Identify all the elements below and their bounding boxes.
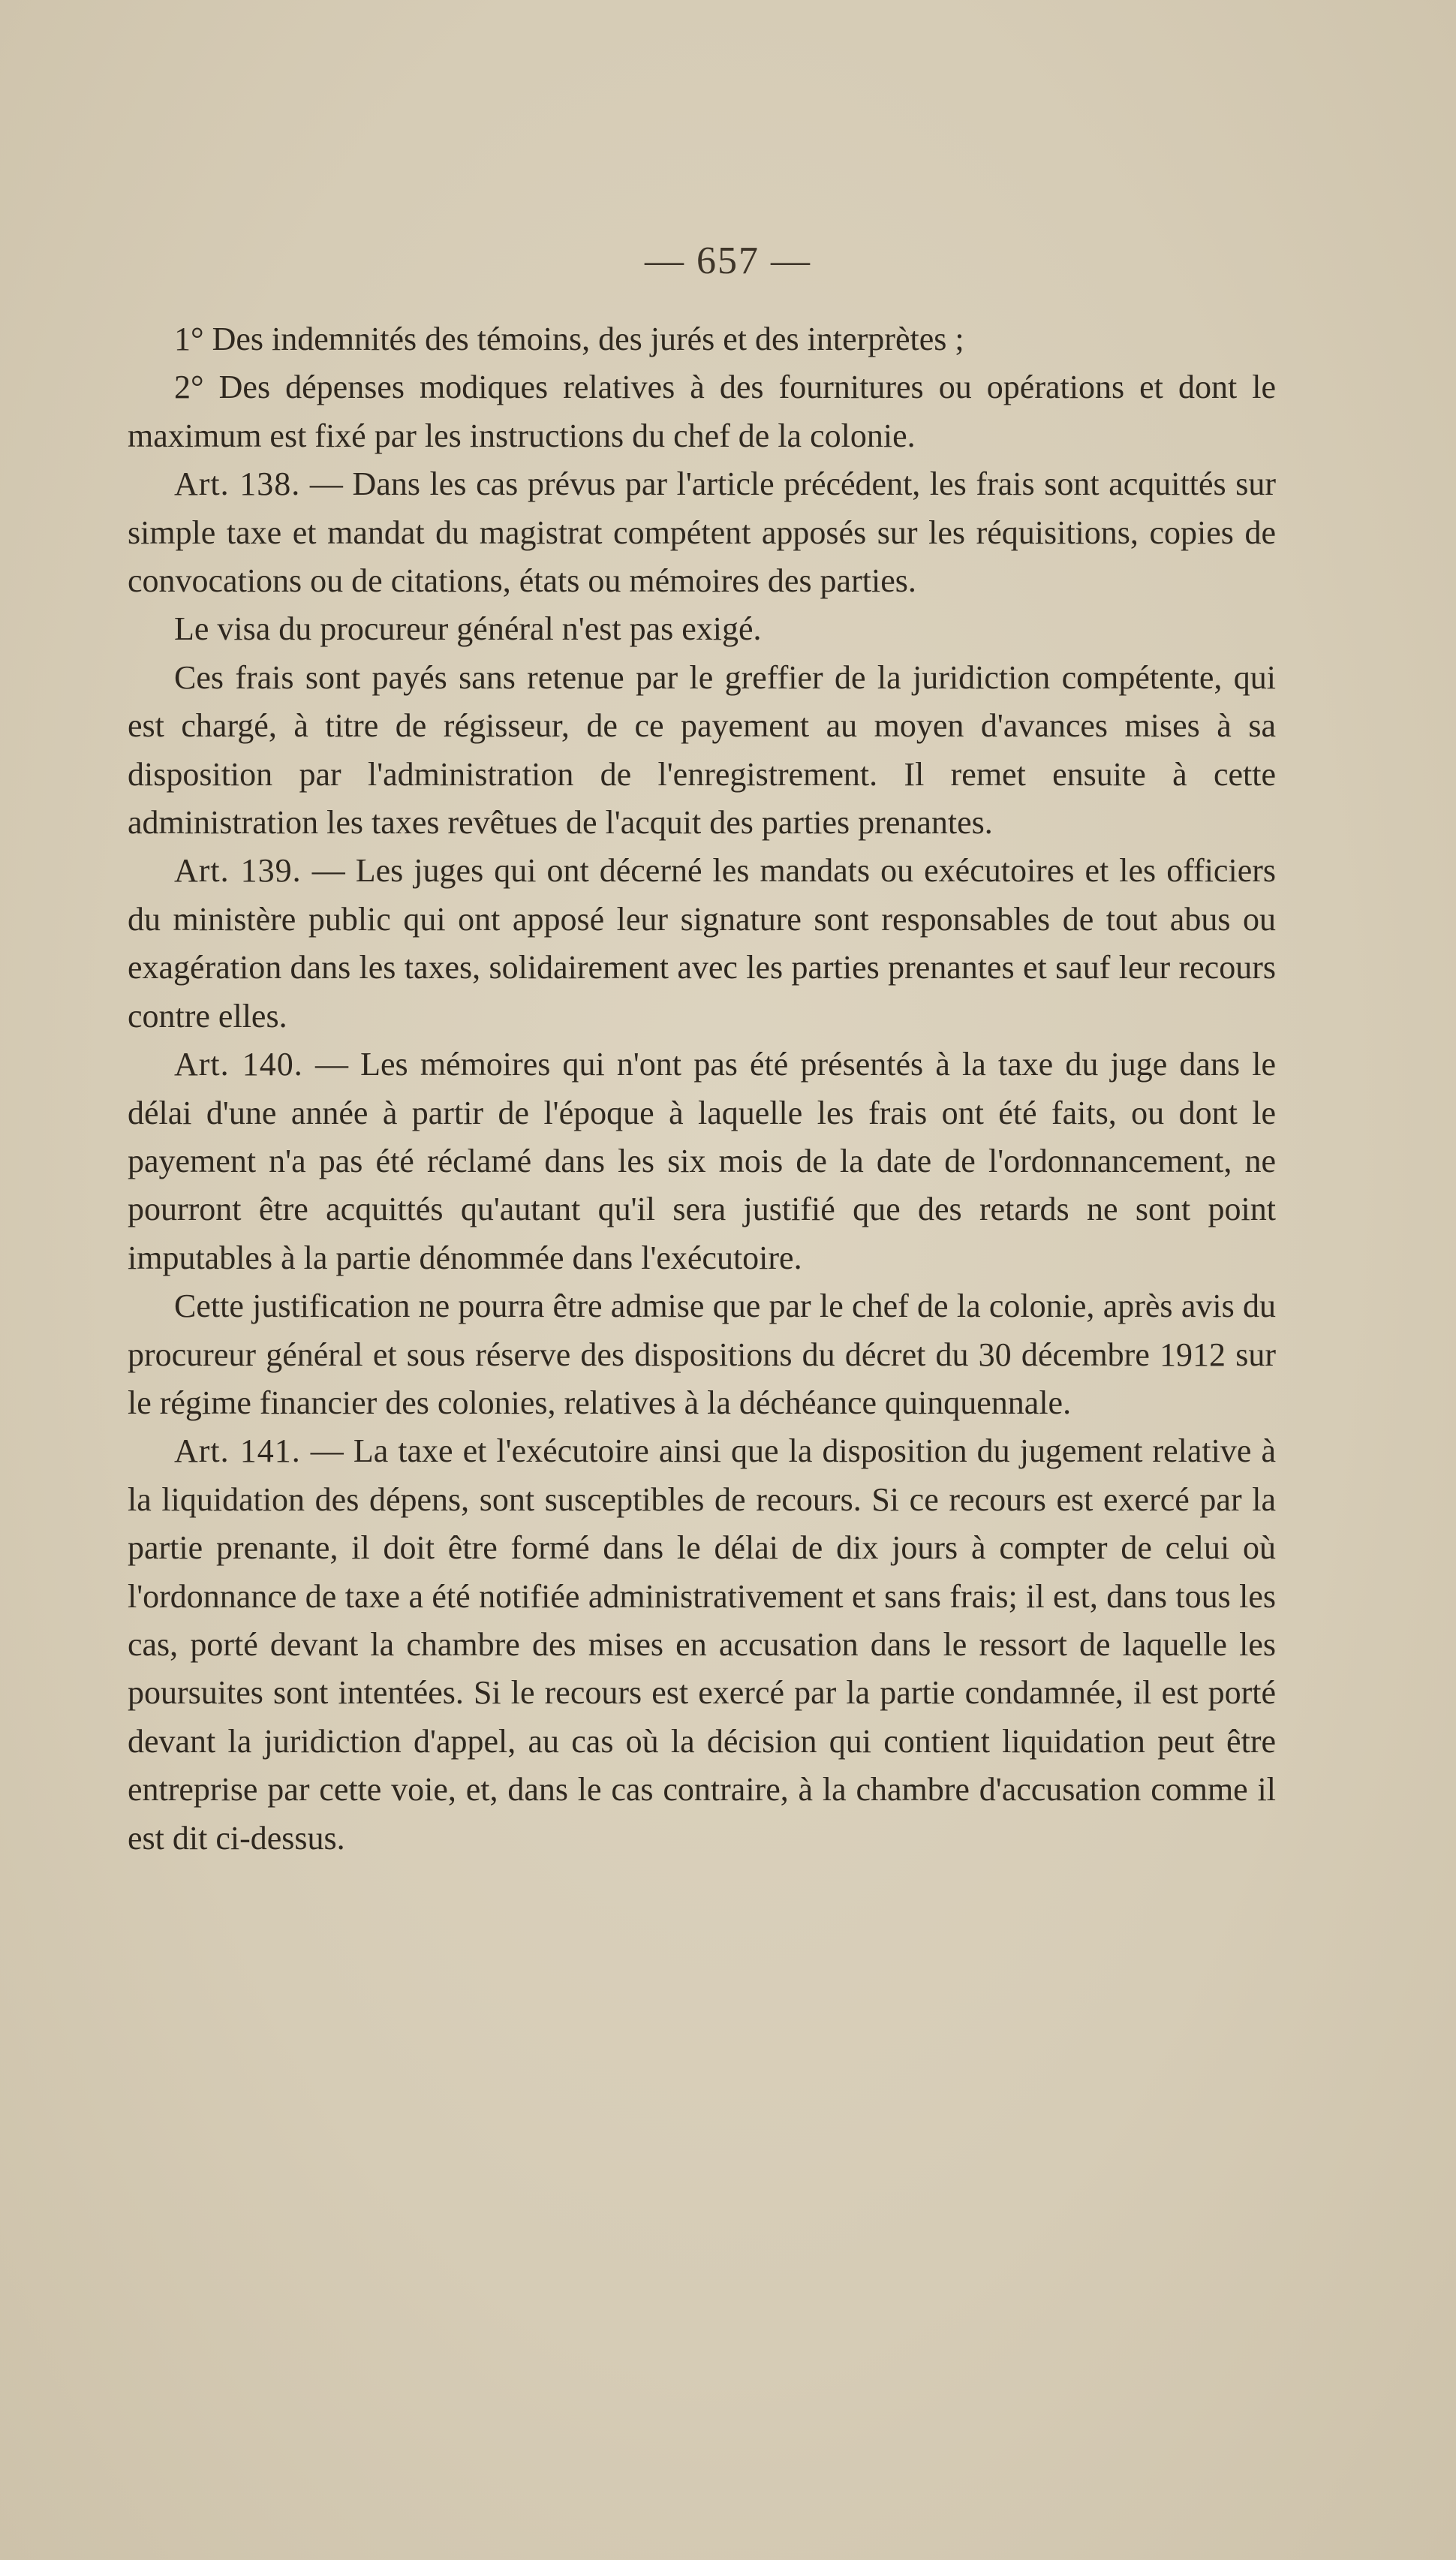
article-label: Art. 140. — [174, 1046, 303, 1083]
paragraph-text: — Les mémoires qui n'ont pas été présentés à la taxe du juge dans le délai d'une année à partir de l'époque à laquelle les frais ont été faits, ou dont le payement n'a pas été réclamé dans les six mois de la date de l'ordonnancement, ne pourront être acquittés qu'autant qu'il sera justifié que des retards ne sont point imputables à la partie dénommée dans l'exécutoire. — [128, 1046, 1276, 1276]
article-label: Art. 139. — [174, 852, 302, 890]
article-140 — [128, 1041, 1276, 1282]
paragraph-text: 1° Des indemnités des témoins, des jurés et des interprètes ; — [174, 321, 964, 357]
article-label: Art. 138. — [174, 465, 301, 503]
body-text — [128, 315, 1276, 1863]
paragraph-text: Ces frais sont payés sans retenue par le greffier de la juridiction compétente, qui est chargé, à titre de régisseur, de ce payement au moyen d'avances mises à sa disposition par l'administration de l'enregistrement. Il remet ensuite à cette administration les taxes revêtues de l'acquit des parties prenantes. — [128, 658, 1276, 842]
paragraph-text: 2° Des dépenses modiques relatives à des fournitures ou opérations et dont le maximum est fixé par les instructions du chef de la colonie. — [128, 369, 1276, 454]
paragraph-text: — La taxe et l'exécutoire ainsi que la disposition du jugement relative à la liquidation des dépens, sont susceptibles de recours. Si ce recours est exercé par la partie prenante, il doit être formé dans le délai de dix jours à compter de celui où l'ordonnance de taxe a été notifiée administrativement et sans frais; il est, dans tous les cas, porté devant la chambre des mises en accusation dans le ressort de laquelle les poursuites sont intentées. Si le recours est exercé par la partie condamnée, il est porté devant la juridiction d'appel, au cas où la décision qui contient liquidation peut être entreprise par cette voie, et, dans le cas contraire, à la chambre d'accusation comme il est dit ci-dessus. — [128, 1432, 1276, 1857]
page-number: — 657 — — [645, 239, 811, 282]
paragraph-2 — [128, 363, 1276, 460]
paragraph-text: — Les juges qui ont décerné les mandats ou exécutoires et les officiers du ministère public qui ont apposé leur signature sont responsables de tout abus ou exagération dans les taxes, solidairement avec les parties prenantes et sauf leur recours contre elles. — [128, 852, 1276, 1035]
paragraph-frais — [128, 654, 1276, 848]
paragraph-text: — Dans les cas prévus par l'article précédent, les frais sont acquittés sur simple taxe et mandat du magistrat compétent apposés sur les réquisitions, copies de convocations ou de citations, états ou mémoires des parties. — [128, 465, 1276, 600]
paragraph-1 — [128, 315, 1276, 363]
article-139 — [128, 847, 1276, 1041]
article-138 — [128, 460, 1276, 605]
paragraph-visa — [128, 605, 1276, 653]
article-label: Art. 141. — [174, 1432, 301, 1470]
paragraph-text: Le visa du procureur général n'est pas exigé. — [174, 610, 762, 648]
article-141 — [128, 1427, 1276, 1863]
paragraph-justification — [128, 1282, 1276, 1427]
paragraph-text: Cette justification ne pourra être admise que par le chef de la colonie, après avis du procureur général et sous réserve des dispositions du décret du 30 décembre 1912 sur le régime financier des colonies, relatives à la déchéance quinquennale. — [128, 1288, 1276, 1421]
